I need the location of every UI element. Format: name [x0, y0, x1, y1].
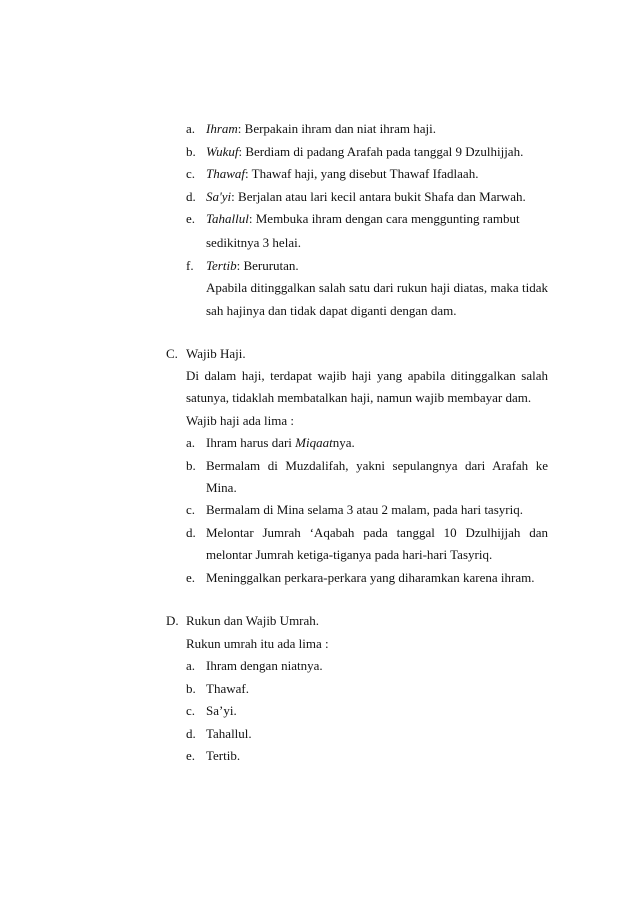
- paragraph-line: Di dalam haji, terdapat wajib haji yang apabila ditinggalkan salah: [186, 368, 548, 383]
- item-text: Bermalam di Muzdalifah, yakni sepulangnya dari Arafah ke: [206, 458, 548, 473]
- section-title: Wajib Haji.: [186, 346, 246, 361]
- list-marker: a.: [186, 121, 196, 136]
- list-marker: d.: [186, 189, 196, 204]
- list-marker: d.: [186, 525, 196, 540]
- definition: : Thawaf haji, yang disebut Thawaf Ifadlaah.: [245, 166, 479, 181]
- list-item: [186, 211, 548, 227]
- term: Miqaat: [295, 435, 333, 450]
- list-marker: c.: [186, 703, 196, 718]
- list-marker: a.: [186, 658, 196, 673]
- section-marker: C.: [166, 346, 178, 361]
- list-item-continuation: Mina.: [206, 480, 237, 495]
- list-marker: b.: [186, 144, 196, 159]
- item-text: Tahallul.: [206, 726, 252, 741]
- list-item-continuation: sedikitnya 3 helai.: [206, 235, 301, 250]
- list-marker: b.: [186, 681, 196, 696]
- section-title: Rukun dan Wajib Umrah.: [186, 613, 320, 628]
- list-item: [186, 525, 548, 541]
- term: Thawaf: [206, 166, 246, 181]
- item-text: Melontar Jumrah ‘Aqabah pada tanggal 10 Dzulhijjah dan: [206, 525, 548, 540]
- section-marker: D.: [166, 613, 179, 628]
- list-marker: d.: [186, 726, 196, 741]
- item-text: Tertib.: [206, 748, 241, 763]
- list-marker: c.: [186, 502, 196, 517]
- definition: : Berpakain ihram dan niat ihram haji.: [237, 121, 436, 136]
- list-marker: e.: [186, 748, 196, 763]
- item-text: Sa’yi.: [206, 703, 237, 718]
- term: Tertib: [206, 258, 237, 273]
- term: Sa'yi: [206, 189, 232, 204]
- term: Tahallul: [206, 211, 249, 226]
- list-intro: Wajib haji ada lima :: [186, 413, 294, 428]
- paragraph-line: Apabila ditinggalkan salah satu dari rukun haji diatas, maka tidak: [206, 280, 548, 295]
- item-text: Bermalam di Mina selama 3 atau 2 malam, pada hari tasyriq.: [206, 502, 523, 517]
- definition: : Berurutan.: [236, 258, 299, 273]
- definition: : Berjalan atau lari kecil antara bukit Shafa dan Marwah.: [231, 189, 526, 204]
- item-text: Ihram harus dari: [206, 435, 296, 450]
- definition: : Membuka ihram dengan cara menggunting rambut: [248, 211, 520, 226]
- list-marker: a.: [186, 435, 196, 450]
- term: Wukuf: [206, 144, 239, 159]
- paragraph-line: satunya, tidaklah membatalkan haji, namun wajib membayar dam.: [186, 390, 532, 405]
- list-item: [186, 458, 548, 474]
- list-marker: e.: [186, 570, 196, 585]
- item-text: nya.: [332, 435, 355, 450]
- term: Ihram: [206, 121, 238, 136]
- definition: : Berdiam di padang Arafah pada tanggal 9 Dzulhijjah.: [238, 144, 524, 159]
- item-text: Meninggalkan perkara-perkara yang diharamkan karena ihram.: [206, 570, 535, 585]
- list-marker: f.: [186, 258, 194, 273]
- paragraph-line: sah hajinya dan tidak dapat diganti dengan dam.: [206, 303, 457, 318]
- list-marker: b.: [186, 458, 196, 473]
- item-text: Thawaf.: [206, 681, 249, 696]
- list-item-continuation: melontar Jumrah ketiga-tiganya pada hari-hari Tasyriq.: [206, 547, 493, 562]
- list-marker: e.: [186, 211, 196, 226]
- item-text: Ihram dengan niatnya.: [206, 658, 323, 673]
- list-marker: c.: [186, 166, 196, 181]
- list-intro: Rukun umrah itu ada lima :: [186, 636, 329, 651]
